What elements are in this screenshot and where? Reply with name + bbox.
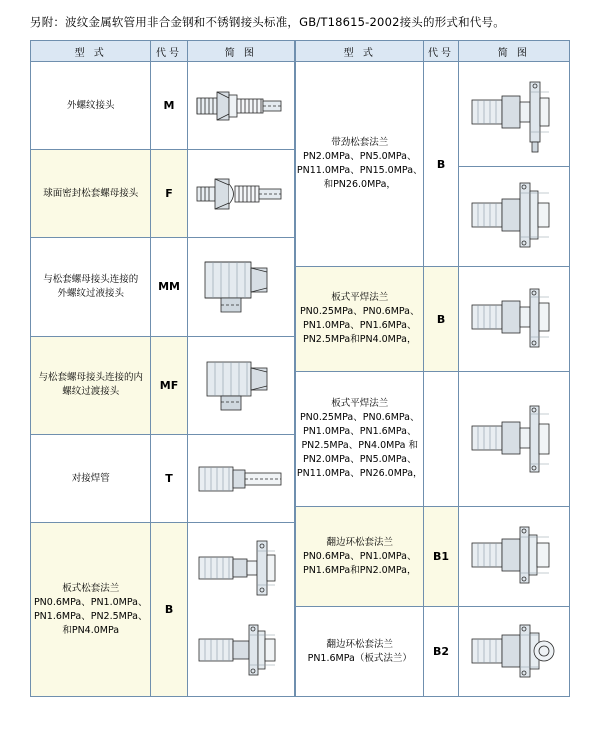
type-line: PN1.6MPa（板式法兰）	[307, 652, 412, 664]
type-line: 球面密封松套螺母接头	[43, 187, 139, 199]
page-caption: 另附：波纹金属软管用非合金钢和不锈钢接头标准，GB/T18615-2002接头的形式和代号。	[30, 15, 505, 29]
type-line: 和PN26.0MPa，	[323, 179, 396, 190]
type-line: PN0.25MPa、PN0.6MPa、	[299, 412, 420, 423]
type-line: PN2.5MPa、PN4.0MPa 和	[301, 440, 418, 451]
ribbed-loose-flange-b-figure	[459, 171, 569, 263]
ribbed-loose-flange-a-figure	[459, 66, 569, 162]
female-thread-transition-figure	[188, 348, 294, 422]
row-type-cell	[31, 523, 151, 697]
table-row	[31, 523, 295, 697]
row-code-cell: B1	[424, 507, 458, 607]
type-line: 外螺纹过液接头	[57, 287, 124, 299]
type-line: 螺纹过渡接头	[62, 386, 120, 398]
right-header-code: 代号	[424, 41, 458, 62]
row-figure-cell	[458, 372, 569, 507]
row-code-cell: MF	[151, 336, 187, 434]
type-line: 与松套螺母接头连接的	[43, 273, 139, 285]
row-type-cell	[296, 607, 424, 697]
row-figure-cell	[187, 336, 294, 434]
type-line: 板式平焊法兰	[331, 398, 389, 409]
row-figure-cell	[458, 507, 569, 607]
tables-container	[30, 40, 570, 697]
row-code-cell: B	[424, 62, 458, 267]
right-table-header-row	[296, 41, 570, 62]
left-header-figure: 简 图	[187, 41, 294, 62]
type-line: 带劲松套法兰	[331, 137, 389, 148]
table-row	[31, 62, 295, 150]
table-row	[31, 336, 295, 434]
row-code-cell: F	[151, 150, 187, 238]
row-code-cell: M	[151, 62, 187, 150]
left-table-header-row	[31, 41, 295, 62]
left-header-code: 代号	[151, 41, 187, 62]
table-row	[296, 372, 570, 507]
type-line: 和PN4.0MPa	[62, 624, 120, 636]
table-row	[296, 607, 570, 697]
type-line: PN0.25MPa、PN0.6MPa、	[299, 306, 420, 317]
table-row	[296, 507, 570, 607]
right-header-type: 型 式	[296, 41, 424, 62]
row-type-cell	[296, 372, 424, 507]
male-thread-transition-figure	[188, 250, 294, 324]
row-type-cell	[31, 62, 151, 150]
table-row	[296, 62, 570, 167]
butt-weld-pipe-figure	[188, 447, 294, 511]
row-code-cell: B	[151, 523, 187, 697]
row-figure-cell	[458, 267, 569, 372]
spherical-seal-union-nut-figure	[188, 162, 294, 226]
type-line: 板式平焊法兰	[331, 292, 389, 303]
right-header-figure: 简 图	[458, 41, 569, 62]
type-line: 板式松套法兰	[62, 582, 120, 594]
left-header-type: 型 式	[31, 41, 151, 62]
row-type-cell	[296, 267, 424, 372]
row-type-cell	[31, 150, 151, 238]
type-line: 翻边环松套法兰	[326, 536, 393, 548]
type-line: PN2.5MPa和PN4.0MPa，	[302, 334, 417, 345]
type-line: PN1.0MPa、PN1.6MPa、	[302, 426, 417, 437]
row-code-cell	[424, 372, 458, 507]
row-type-cell	[31, 238, 151, 336]
left-spec-table	[30, 40, 295, 697]
row-code-cell: B	[424, 267, 458, 372]
plate-loose-flange-figure	[188, 528, 294, 692]
type-line: PN11.0MPa、PN26.0MPa，	[296, 468, 423, 479]
type-line: PN1.6MPa、PN2.5MPa、	[33, 610, 148, 622]
lap-joint-flange-b-figure	[459, 611, 569, 693]
male-thread-joint-figure	[188, 74, 294, 138]
row-figure-cell	[458, 607, 569, 697]
row-figure-cell	[187, 62, 294, 150]
row-code-cell: MM	[151, 238, 187, 336]
row-type-cell	[296, 507, 424, 607]
row-type-cell	[31, 435, 151, 523]
right-spec-table	[295, 40, 570, 697]
type-line: 与松套螺母接头连接的内	[38, 372, 143, 384]
row-figure-cell	[187, 523, 294, 697]
type-line: PN1.0MPa、PN1.6MPa、	[302, 320, 417, 331]
type-line: PN0.6MPa、PN1.0MPa、	[33, 596, 148, 608]
table-row	[31, 238, 295, 336]
type-line: PN0.6MPa、PN1.0MPa、	[302, 550, 417, 562]
row-type-cell	[31, 336, 151, 434]
type-line: PN2.0MPa、PN5.0MPa、	[302, 151, 417, 162]
row-figure-cell	[187, 435, 294, 523]
row-code-cell: T	[151, 435, 187, 523]
row-figure-cell	[187, 238, 294, 336]
row-figure-cell	[187, 150, 294, 238]
type-line: PN1.6MPa和PN2.0MPa，	[302, 564, 417, 576]
type-line: 外螺纹接头	[66, 99, 115, 111]
row-code-cell: B2	[424, 607, 458, 697]
table-row	[296, 267, 570, 372]
row-figure-cell	[458, 167, 569, 267]
lap-joint-flange-a-figure	[459, 513, 569, 601]
type-line: 对接焊管	[71, 472, 110, 484]
row-type-cell	[296, 62, 424, 267]
type-line: PN2.0MPa、PN5.0MPa、	[302, 454, 417, 465]
plate-flat-weld-flange-a-figure	[459, 273, 569, 365]
plate-flat-weld-flange-b-figure	[459, 380, 569, 498]
type-line: 翻边环松套法兰	[326, 638, 393, 650]
row-figure-cell	[458, 62, 569, 167]
type-line: PN11.0MPa、PN15.0MPa、	[296, 165, 423, 176]
table-row	[31, 150, 295, 238]
table-row	[31, 435, 295, 523]
